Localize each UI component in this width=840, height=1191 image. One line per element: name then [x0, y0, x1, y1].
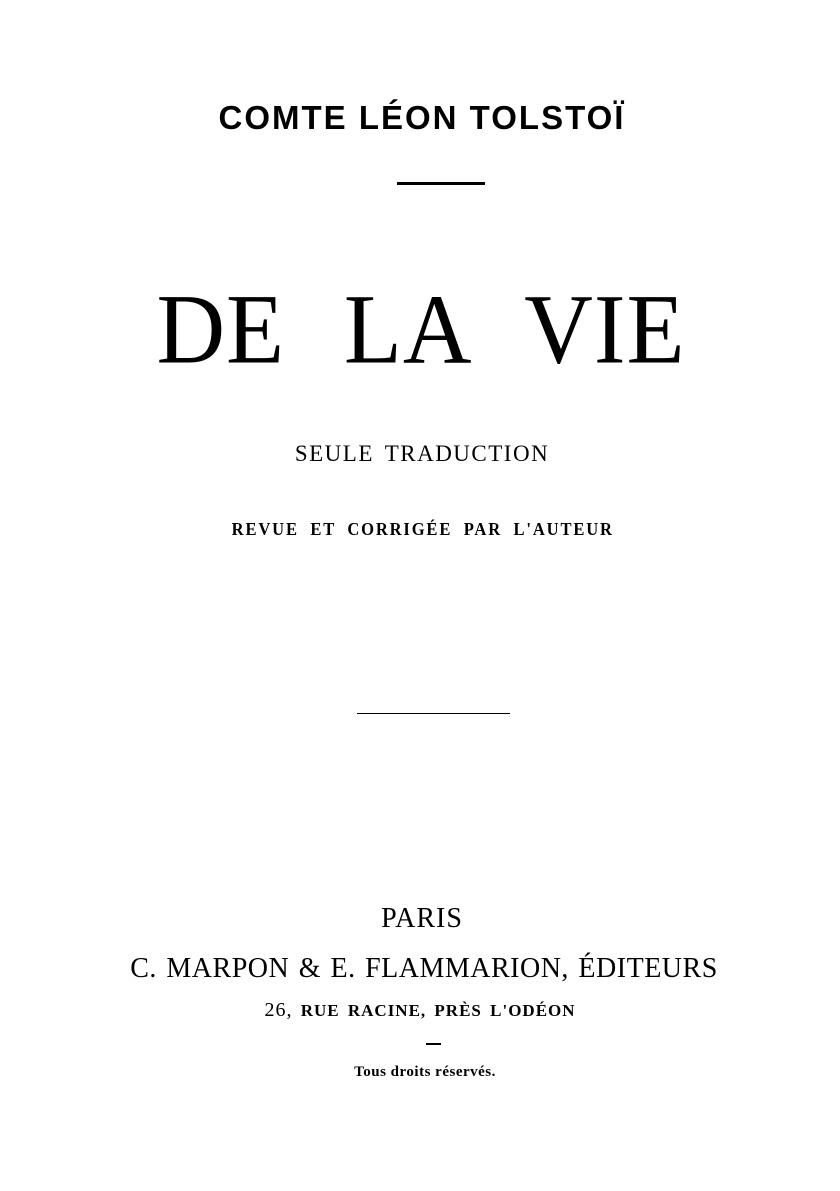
rights-notice: Tous droits réservés.: [354, 1064, 496, 1080]
address-number: 26,: [264, 999, 293, 1021]
short-divider-rule: [397, 182, 485, 185]
publication-city: PARIS: [381, 903, 463, 934]
revision-note: REVUE ET CORRIGÉE PAR L'AUTEUR: [231, 519, 614, 539]
address-street: RUE RACINE, PRÈS L'ODÉON: [300, 1001, 576, 1020]
author-name: COMTE LÉON TOLSTOÏ: [218, 99, 626, 136]
publisher-name: C. MARPON & E. FLAMMARION, ÉDITEURS: [130, 953, 718, 984]
translation-note: SEULE TRADUCTION: [294, 441, 550, 466]
publisher-address: [0, 1000, 840, 1020]
small-dash: [426, 1043, 441, 1045]
book-title: DE LA VIE: [156, 273, 686, 385]
long-divider-rule: [357, 713, 510, 714]
